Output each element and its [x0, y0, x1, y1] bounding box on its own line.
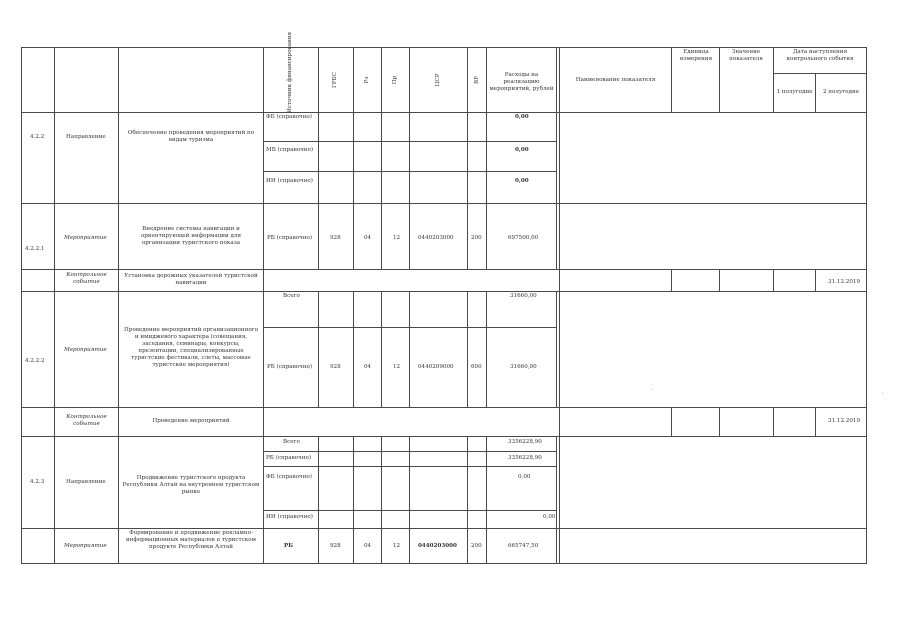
- table-bottom-border: [21, 563, 867, 564]
- col-border: [467, 291, 468, 407]
- col-border: [486, 436, 487, 563]
- col-border: [353, 291, 354, 407]
- col-border: [671, 407, 672, 436]
- row-vr: 200: [471, 543, 482, 549]
- rowline: [21, 269, 867, 270]
- col-border: [381, 291, 382, 407]
- rowline: [21, 203, 867, 204]
- row-source: РБ (справочно): [267, 235, 313, 241]
- control-event-date: 31.12.2019: [828, 418, 861, 424]
- col-border: [409, 291, 410, 407]
- col-border: [467, 436, 468, 563]
- scan-dot: [651, 389, 652, 390]
- row-vr: 200: [471, 235, 482, 241]
- col-border: [21, 47, 22, 563]
- row-source: ФБ (справочно): [266, 114, 312, 120]
- col-border: [263, 47, 264, 563]
- header-unit: Единица измерения: [679, 49, 713, 62]
- header-rz: Рз: [364, 76, 370, 84]
- row-expense: 697500,00: [508, 235, 539, 241]
- row-grbs: 928: [330, 364, 341, 370]
- row-source: РБ (справочно): [266, 455, 312, 461]
- scan-dot: [882, 393, 883, 394]
- row-number: 4.2.2.1: [25, 246, 45, 252]
- col-border: [486, 291, 487, 407]
- row-name: Формирование и продвижение рекламно-информационных материалов о туристском продукте Республики Алтай: [125, 530, 256, 550]
- header-value: Значение показателя: [729, 49, 763, 62]
- row-rz: 04: [364, 235, 372, 241]
- col-border: [318, 436, 319, 563]
- col-border: [409, 47, 410, 269]
- col-border: [773, 269, 774, 291]
- row-csr: 0440203000: [418, 235, 454, 241]
- row-name: Внедрение системы навигации и ориентирующей информации для организации туристского показа: [140, 226, 242, 246]
- col-border: [671, 269, 672, 291]
- row-source: ИИ (справочно): [266, 514, 313, 520]
- row-source: ИИ (справочно): [266, 178, 313, 184]
- col-border: [318, 291, 319, 407]
- row-source: МБ (справочно): [266, 147, 314, 153]
- row-expense: 31660,00: [510, 364, 537, 370]
- col-border: [409, 436, 410, 563]
- rowline: [773, 73, 867, 74]
- col-border: [556, 291, 557, 407]
- row-source: ФБ (справочно): [266, 474, 312, 480]
- row-expense: 0,00: [515, 147, 529, 153]
- row-source: Всего: [283, 439, 300, 445]
- col-border: [118, 47, 119, 563]
- col-border: [815, 407, 816, 436]
- row-name: Проведение мероприятий организационного и имиджевого характера (совещания, заседания, семинары, конкурсы, презентации, специализированные туристские фестивали, слеты, массовые туристские мероприятия): [124, 327, 258, 368]
- header-indicator: Наименование показателя: [575, 77, 656, 83]
- col-border: [381, 436, 382, 563]
- row-number: 4.2.2.2: [25, 358, 45, 364]
- row-expense: 0,00: [543, 514, 556, 520]
- col-border: [719, 269, 720, 291]
- header-grbs: ГРБС: [332, 72, 338, 88]
- row-expense: 665747,50: [508, 543, 539, 549]
- col-border: [353, 47, 354, 269]
- control-event-type: Контрольное событие: [66, 414, 107, 427]
- col-border: [353, 436, 354, 563]
- rowline: [21, 436, 867, 437]
- control-event-date: 31.12.2019: [828, 279, 861, 285]
- row-pr: 12: [393, 543, 401, 549]
- row-csr: 0440203000: [418, 543, 457, 549]
- row-expense: 31660,00: [510, 293, 537, 299]
- row-type: Направление: [66, 479, 106, 485]
- row-expense: 3356228,90: [508, 439, 542, 445]
- control-event-name: Установка дорожных указателей туристской навигации: [124, 273, 258, 286]
- row-csr: 0440209000: [418, 364, 454, 370]
- row-type: Направление: [66, 134, 106, 140]
- header-bottom-border: [21, 112, 867, 113]
- row-source: Всего: [283, 293, 300, 299]
- row-pr: 12: [393, 364, 401, 370]
- col-border: [559, 47, 560, 563]
- header-pr: Пр: [392, 75, 398, 85]
- col-border: [556, 47, 557, 269]
- control-event-name: Проведение мероприятий: [152, 418, 230, 424]
- row-source: РБ (справочно): [267, 364, 313, 370]
- row-grbs: 928: [330, 543, 341, 549]
- row-pr: 12: [393, 235, 401, 241]
- col-border: [318, 47, 319, 269]
- table-top-border: [21, 47, 867, 48]
- row-vr: 600: [471, 364, 482, 370]
- col-border: [556, 436, 557, 563]
- header-expenses: Расходы на реализацию мероприятий, рублей: [489, 72, 554, 92]
- row-expense: 0,00: [518, 474, 531, 480]
- col-border: [815, 269, 816, 291]
- col-border: [54, 47, 55, 563]
- row-grbs: 928: [330, 235, 341, 241]
- row-expense: 3356228,90: [508, 455, 542, 461]
- col-border: [773, 47, 774, 112]
- header-half1: 1 полугодие: [776, 89, 813, 95]
- row-rz: 04: [364, 364, 372, 370]
- header-csr: ЦСР: [435, 73, 441, 87]
- header-source: Источник финансирования: [287, 31, 293, 113]
- col-border: [719, 47, 720, 112]
- row-type: Мероприятие: [64, 235, 107, 241]
- rowline: [21, 407, 867, 408]
- row-number: 4.2.2: [30, 134, 45, 140]
- header-date-event: Дата наступления контрольного события: [786, 49, 854, 62]
- row-type: Мероприятие: [64, 543, 107, 549]
- row-source: РБ: [284, 543, 293, 549]
- col-border: [773, 407, 774, 436]
- header-half2: 2 полугодие: [822, 89, 860, 95]
- col-border: [866, 47, 867, 563]
- row-name: Продвижение туристского продукта Республики Алтай на внутреннем туристском рынке: [122, 475, 260, 495]
- col-border: [719, 407, 720, 436]
- row-rz: 04: [364, 543, 372, 549]
- row-expense: 0,00: [515, 178, 529, 184]
- row-name: Обеспечение проведения мероприятий по видам туризма: [127, 130, 255, 143]
- rowline: [21, 291, 867, 292]
- row-number: 4.2.3: [30, 479, 45, 485]
- col-border: [671, 47, 672, 112]
- rowline: [21, 528, 867, 529]
- control-event-type: Контрольное событие: [66, 272, 107, 285]
- row-type: Мероприятие: [64, 347, 107, 353]
- col-border: [467, 47, 468, 269]
- col-border: [381, 47, 382, 269]
- row-expense: 0,00: [515, 114, 529, 120]
- header-vr: ВР: [474, 76, 480, 84]
